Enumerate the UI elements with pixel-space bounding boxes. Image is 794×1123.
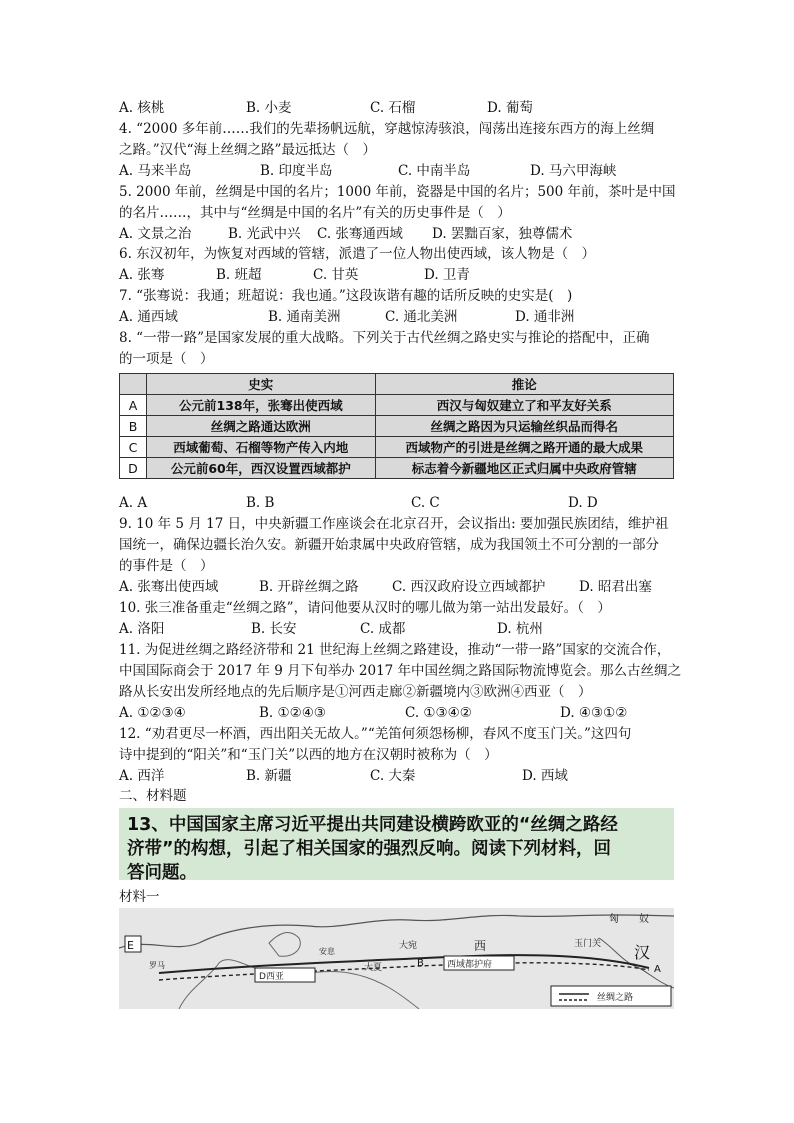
q13-line2: 济带”的构想，引起了相关国家的强烈反响。阅读下列材料，回: [127, 839, 611, 859]
q8-row-inference: 标志着今新疆地区正式归属中央政府管辖: [375, 458, 673, 479]
q8-row-inference: 西域物产的引进是丝绸之路开通的最大成果: [375, 437, 673, 458]
q8-option-c: C. C: [411, 495, 440, 511]
q6-option-d: D. 卫青: [424, 267, 470, 283]
q6-option-a: A. 张骞: [119, 267, 165, 283]
q8-row-letter: B: [120, 416, 147, 437]
q5-option-b: B. 光武中兴: [228, 226, 301, 242]
q8-row-fact: 西域葡萄、石榴等物产传入内地: [147, 437, 376, 458]
q9-option-c: C. 西汉政府设立西域都护: [392, 579, 546, 595]
silk-road-map-svg: [119, 908, 674, 1009]
map-label-dayuan: 大宛: [399, 941, 418, 951]
q4-stem-line2: 之路。”汉代“海上丝绸之路”最远抵达（ ）: [119, 142, 376, 158]
q11-stem-line2: 中国国际商会于 2017 年 9 月下旬举办 2017 年中国丝绸之路国际物流博览会。那么古丝绸之: [119, 663, 682, 679]
q9-option-d: D. 昭君出塞: [579, 579, 652, 595]
map-label-xiyu-duhu: 西域都护府: [447, 960, 493, 970]
map-label-d-xiya: D西亚: [259, 972, 284, 982]
q6-option-c: C. 甘英: [313, 267, 359, 283]
q7-option-b: B. 通南美洲: [268, 309, 341, 325]
q10-option-b: B. 长安: [251, 621, 297, 637]
map-label-han: 汉: [634, 943, 651, 962]
q12-stem-line1: 12. “劝君更尽一杯酒，西出阳关无故人。”“羌笛何须怨杨柳，春风不度玉门关。”这四句: [119, 726, 632, 742]
q9-stem-line1: 9. 10 年 5 月 17 日，中央新疆工作座谈会在北京召开，会议指出: 要加强民族团结，维护祖: [119, 516, 669, 532]
q8-row-letter: A: [120, 395, 147, 416]
q6-option-b: B. 班超: [216, 267, 262, 283]
q8-header-blank: [120, 374, 147, 395]
q10-option-d: D. 杭州: [497, 621, 543, 637]
q8-header-inference: 推论: [375, 374, 673, 395]
q13-line3: 答问题。: [127, 863, 197, 883]
table-row: [120, 395, 674, 416]
map-legend-silk-road: 丝绸之路: [597, 993, 634, 1003]
section-title: 二、材料题: [119, 788, 187, 804]
map-label-anxi: 安息: [319, 947, 335, 956]
q8-row-inference: 丝绸之路因为只运输丝织品而得名: [375, 416, 673, 437]
q3-option-a: A. 核桃: [119, 100, 165, 116]
table-row: [120, 458, 674, 479]
q4-option-b: B. 印度半岛: [260, 163, 333, 179]
q4-option-c: C. 中南半岛: [398, 163, 471, 179]
q8-stem-line2: 的一项是（ ）: [119, 351, 214, 367]
q5-option-a: A. 文景之治: [119, 226, 192, 242]
q12-option-c: C. 大秦: [370, 768, 416, 784]
q9-option-b: B. 开辟丝绸之路: [259, 579, 359, 595]
q11-stem-line3: 路从长安出发所经地点的先后顺序是①河西走廊②新疆境内③欧洲④西亚（ ）: [119, 684, 592, 700]
q8-table: [119, 373, 674, 479]
q7-option-a: A. 通西域: [119, 309, 178, 325]
q13-banner: [119, 808, 674, 883]
q5-stem-line2: 的名片……，其中与“丝绸是中国的名片”有关的历史事件是（ ）: [119, 205, 511, 221]
q10-option-a: A. 洛阳: [119, 621, 165, 637]
table-row: [120, 416, 674, 437]
map-label-xi: 西: [474, 939, 487, 953]
q8-row-inference: 西汉与匈奴建立了和平友好关系: [375, 395, 673, 416]
material1-label: 材料一: [119, 889, 160, 905]
q8-option-d: D. D: [568, 495, 598, 511]
q9-option-a: A. 张骞出使西域: [119, 579, 219, 595]
q6-stem-line1: 6. 东汉初年，为恢复对西域的管辖，派遣了一位人物出使西域，该人物是（ ）: [119, 246, 596, 262]
q11-option-b: B. ①②④③: [259, 705, 326, 721]
q8-row-letter: D: [120, 458, 147, 479]
q5-stem-line1: 5. 2000 年前，丝绸是中国的名片；1000 年前，瓷器是中国的名片；500 年前，茶叶是中国: [119, 184, 676, 200]
q8-row-letter: C: [120, 437, 147, 458]
q11-option-a: A. ①②③④: [119, 705, 186, 721]
q8-option-a: A. A: [119, 495, 148, 511]
q12-stem-line2: 诗中提到的“阳关”和“玉门关”以西的地方在汉朝时被称为（ ）: [119, 747, 498, 763]
q8-header-fact: 史实: [147, 374, 376, 395]
q13-line1: 13、中国国家主席习近平提出共同建设横跨欧亚的“丝绸之路经: [127, 815, 618, 835]
q4-option-a: A. 马来半岛: [119, 163, 192, 179]
q10-stem-line1: 10. 张三准备重走“丝绸之路”，请问他要从汉时的哪儿做为第一站出发最好。（ ）: [119, 600, 611, 616]
map-label-xiongnu: 匈 奴: [609, 914, 649, 925]
q11-stem-line1: 11. 为促进丝绸之路经济带和 21 世纪海上丝绸之路建设，推动“一带一路”国家的交流合作，: [119, 642, 671, 658]
map-label-a: A: [654, 964, 661, 975]
q8-stem-line1: 8. “一带一路”是国家发展的重大战略。下列关于古代丝绸之路史实与推论的搭配中，正确: [119, 330, 650, 346]
map-label-b: B: [417, 958, 424, 969]
q4-stem-line1: 4. “2000 多年前……我们的先辈扬帆远航，穿越惊涛骇浪，闯荡出连接东西方的海上丝绸: [119, 121, 655, 137]
q5-option-c: C. 张骞通西域: [317, 226, 403, 242]
q8-option-b: B. B: [246, 495, 275, 511]
silk-road-map: [119, 908, 674, 1009]
table-row: [120, 437, 674, 458]
q12-option-d: D. 西域: [522, 768, 568, 784]
q12-option-a: A. 西洋: [119, 768, 165, 784]
q11-option-d: D. ④③①②: [560, 705, 628, 721]
map-label-e: E: [127, 939, 134, 952]
q7-option-d: D. 通非洲: [515, 309, 575, 325]
map-label-daxia: 大夏: [364, 963, 383, 973]
map-label-yumenguan: 玉门关: [574, 939, 602, 949]
q11-option-c: C. ①③④②: [405, 705, 472, 721]
q5-option-d: D. 罢黜百家，独尊儒术: [432, 226, 573, 242]
q3-option-d: D. 葡萄: [487, 100, 533, 116]
q8-table-header-row: [120, 374, 674, 395]
q3-option-c: C. 石榴: [370, 100, 416, 116]
q7-option-c: C. 通北美洲: [385, 309, 458, 325]
map-label-luoma: 罗马: [149, 961, 165, 970]
q8-row-fact: 公元前138年，张骞出使西域: [147, 395, 376, 416]
q7-stem-line1: 7. “张骞说：我通；班超说：我也通。”这段诙谐有趣的话所反映的史实是( ): [119, 288, 573, 304]
q4-option-d: D. 马六甲海峡: [530, 163, 617, 179]
q9-stem-line2: 国统一，确保边疆长治久安。新疆开始隶属中央政府管辖，成为我国领土不可分割的一部分: [119, 537, 659, 553]
q8-row-fact: 公元前60年，西汉设置西域都护: [147, 458, 376, 479]
q10-option-c: C. 成都: [360, 621, 406, 637]
q3-option-b: B. 小麦: [246, 100, 292, 116]
q12-option-b: B. 新疆: [246, 768, 292, 784]
q8-row-fact: 丝绸之路通达欧洲: [147, 416, 376, 437]
q9-stem-line3: 的事件是（ ）: [119, 558, 214, 574]
